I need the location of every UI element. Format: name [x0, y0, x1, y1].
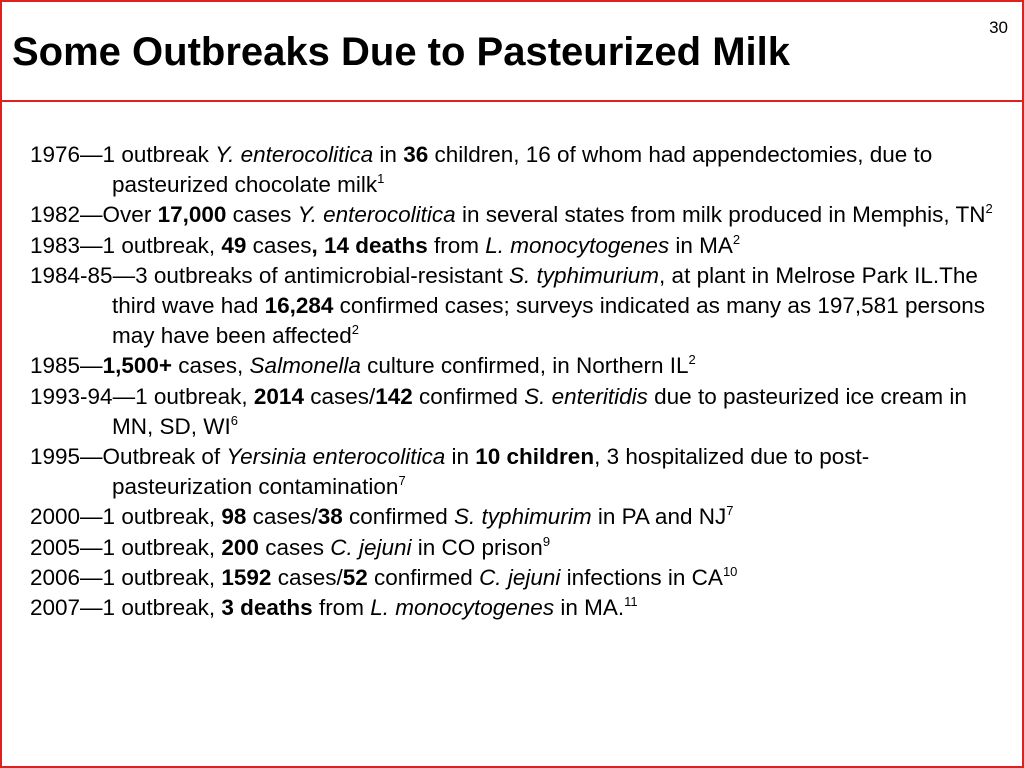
- entry-text: 2014: [253, 383, 304, 409]
- entry-text: 1,500+: [102, 353, 173, 379]
- entry-text: cases/: [303, 383, 376, 409]
- entry-text: cases: [258, 534, 331, 560]
- entry-text: cases/: [246, 504, 318, 530]
- entry-text: 2006—1 outbreak,: [30, 564, 222, 590]
- title-bar: [2, 2, 1022, 102]
- entry-text: confirmed: [412, 383, 525, 409]
- entry-text: from: [312, 595, 371, 621]
- citation-superscript: 7: [398, 473, 406, 489]
- entry-text: cases,: [172, 353, 250, 379]
- entry-text: L. monocytogenes: [485, 232, 670, 258]
- entry-text: in CO prison: [411, 534, 543, 560]
- outbreak-entry: [30, 533, 1000, 563]
- entry-text: 1995—Outbreak of: [30, 444, 227, 470]
- entry-text: S. typhimurium: [509, 262, 660, 288]
- entry-text: 38: [317, 504, 343, 530]
- outbreak-entry: [30, 351, 1000, 381]
- entry-text: , 14 deaths: [311, 232, 428, 258]
- entry-text: in several states from milk produced in Memphis, TN: [455, 202, 986, 228]
- entry-text: L. monocytogenes: [370, 595, 555, 621]
- entry-text: Y. enterocolitica: [297, 202, 456, 228]
- entry-text: 1983—1 outbreak,: [30, 232, 222, 258]
- entry-text: 2005—1 outbreak,: [30, 534, 222, 560]
- entry-text: confirmed cases; surveys indicated as many as 197,581 persons may have been affected: [112, 293, 986, 349]
- citation-superscript: 2: [732, 231, 741, 247]
- outbreak-entry: [30, 593, 1000, 623]
- citation-superscript: 7: [726, 503, 734, 519]
- entry-text: 1985—: [30, 353, 103, 379]
- entry-text: 142: [375, 383, 413, 409]
- outbreak-entry: [30, 261, 1000, 352]
- entry-text: 98: [221, 504, 247, 530]
- entry-text: in PA and NJ: [591, 504, 727, 530]
- entry-text: cases/: [271, 564, 343, 590]
- entry-text: from: [427, 232, 486, 258]
- outbreak-entry: [30, 382, 1000, 442]
- entry-text: Y. enterocolitica: [215, 142, 374, 167]
- entry-text: S. typhimurim: [454, 504, 592, 530]
- citation-superscript: 11: [624, 594, 638, 610]
- entry-text: 1592: [221, 564, 272, 590]
- entry-text: 2007—1 outbreak,: [30, 595, 222, 621]
- entry-text: S. enteritidis: [524, 383, 648, 409]
- entry-text: 16,284: [264, 293, 334, 319]
- entry-text: , at plant in Melrose Park IL.The third wave had: [112, 262, 978, 319]
- outbreak-entry: [30, 200, 1000, 230]
- outbreak-entry: [30, 563, 1000, 593]
- entry-text: due to pasteurized ice cream in MN, SD, WI: [112, 383, 967, 439]
- outbreak-entry: [30, 442, 1000, 502]
- citation-superscript: 2: [688, 352, 696, 368]
- citation-superscript: 9: [542, 533, 551, 549]
- outbreak-entry: [30, 502, 1000, 532]
- entry-text: Yersinia enterocolitica: [226, 444, 446, 470]
- entry-text: infections in CA: [560, 564, 723, 590]
- entry-text: 3 deaths: [221, 595, 313, 621]
- citation-superscript: 1: [377, 171, 385, 187]
- outbreak-entry: [30, 231, 1000, 261]
- entry-text: 2000—1 outbreak,: [30, 504, 222, 530]
- entry-text: in MA: [669, 232, 733, 258]
- entry-text: 36: [403, 142, 429, 167]
- slide-number: 30: [989, 18, 1008, 37]
- entry-text: in MA.: [554, 595, 625, 621]
- entry-text: C. jejuni: [330, 534, 412, 560]
- entry-text: 49: [221, 232, 247, 258]
- citation-superscript: 6: [230, 412, 238, 428]
- citation-superscript: 2: [351, 322, 359, 338]
- citation-superscript: 2: [985, 201, 993, 217]
- entry-text: 17,000: [157, 202, 227, 228]
- entry-text: 1984-85—3 outbreaks of antimicrobial-resistant: [30, 262, 509, 288]
- entry-text: , 3 hospitalized due to post-pasteurization contamination: [112, 444, 870, 500]
- entry-text: C. jejuni: [479, 564, 561, 590]
- entry-text: in: [373, 142, 404, 167]
- entry-text: Salmonella: [249, 353, 361, 379]
- entry-text: 1976—1 outbreak: [30, 142, 216, 167]
- entry-text: cases: [246, 232, 312, 258]
- entry-text: in: [445, 444, 476, 470]
- entry-text: culture confirmed, in Northern IL: [360, 353, 689, 379]
- entry-text: 200: [221, 534, 259, 560]
- entry-text: children, 16 of whom had appendectomies, due to pasteurized chocolate milk: [112, 142, 933, 198]
- citation-superscript: 10: [722, 563, 738, 579]
- entry-text: 1993-94—1 outbreak,: [30, 383, 254, 409]
- entry-text: 1982—Over: [30, 202, 158, 228]
- entry-text: confirmed: [342, 504, 455, 530]
- outbreak-list: [30, 140, 1000, 623]
- entry-text: cases: [226, 202, 298, 228]
- entry-text: 10 children: [475, 444, 595, 470]
- slide-title: Some Outbreaks Due to Pasteurized Milk: [12, 30, 790, 74]
- outbreak-entry: [30, 140, 1000, 200]
- entry-text: 52: [342, 564, 368, 590]
- entry-text: confirmed: [367, 564, 480, 590]
